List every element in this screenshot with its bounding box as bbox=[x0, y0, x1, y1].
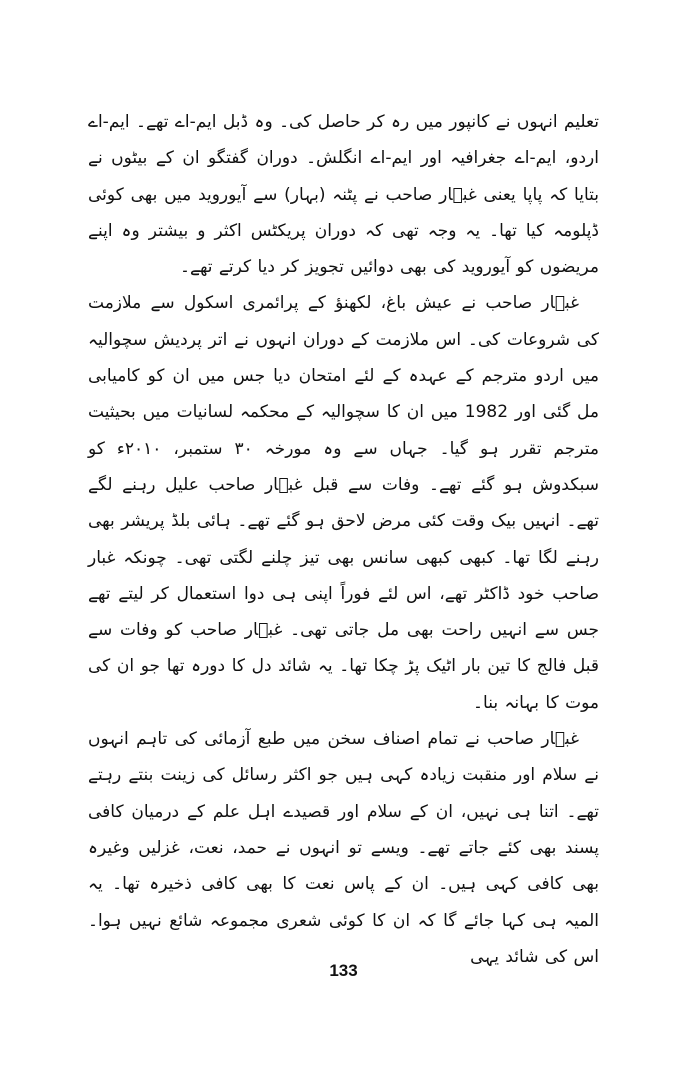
paragraph-education: تعلیم انہوں نے کانپور میں رہ کر حاصل کی۔ وہ ڈبل ایم-اے تھے۔ ایم-اے اردو، ایم-اے جغرافیہ اور ایم-اے انگلش۔ دوران گفتگو ان کے بیٹوں نے بتایا کہ پاپا یعنی غبؔار صاحب نے پٹنہ (بہار) سے آیوروید میں بھی کوئی ڈپلومہ کیا تھا۔ یہ وجہ تھی کہ دوران پریکٹس اکثر و بیشتر وہ اپنے مریضوں کو آیوروید کی بھی دوائیں تجویز کر دیا کرتے تھے۔ bbox=[88, 112, 599, 278]
paragraph-career: غبؔار صاحب نے عیش باغ، لکھنؤ کے پرائمری اسکول سے ملازمت کی شروعات کی۔ اس ملازمت کے دوران انہوں نے اتر پردیش سچوالیہ میں اردو مترجم کے عہدہ کے لئے امتحان دیا جس میں ان کو کامیابی مل گئی اور 1982 میں ان کا سچوالیہ کے محکمہ لسانیات میں بحیثیت مترجم تقرر ہو گیا۔ جہاں سے وہ مورخہ ۳۰ ستمبر، ۲۰۱۰ء کو سبکدوش ہو گئے تھے۔ وفات سے قبل غبؔار صاحب علیل رہنے لگے تھے۔ انہیں بیک وقت کئی مرض لاحق ہو گئے تھے۔ ہائی بلڈ پریشر بھی رہنے لگا تھا۔ کبھی کبھی سانس بھی تیز چلنے لگتی تھی۔ چونکہ غبار صاحب خود ڈاکٹر تھے، اس لئے فوراً اپنی ہی دوا استعمال کر لیتے تھے جس سے انہیں راحت بھی مل جاتی تھی۔ غبؔار صاحب کو وفات سے قبل فالج کا تین بار اٹیک پڑ چکا تھا۔ یہ شائد دل کا دورہ تھا جو ان کی موت کا بہانہ بنا۔ bbox=[88, 293, 599, 713]
page-number: 133 bbox=[329, 961, 358, 980]
page-body-text bbox=[88, 104, 599, 975]
paragraph-poetry: غبؔار صاحب نے تمام اصناف سخن میں طبع آزمائی کی تاہم انہوں نے سلام اور منقبت زیادہ کہی ہیں جو اکثر رسائل کی زینت بنتے رہتے تھے۔ اتنا ہی نہیں، ان کے سلام اور قصیدے اہل علم کے درمیان کافی پسند بھی کئے جاتے تھے۔ ویسے تو انہوں نے حمد، نعت، غزلیں وغیرہ بھی کافی کہی ہیں۔ ان کے پاس نعت کا بھی کافی ذخیرہ تھا۔ یہ المیہ ہی کہا جائے گا کہ ان کا کوئی شعری مجموعہ شائع نہیں ہوا۔ اس کی شائد یہی bbox=[88, 729, 599, 967]
